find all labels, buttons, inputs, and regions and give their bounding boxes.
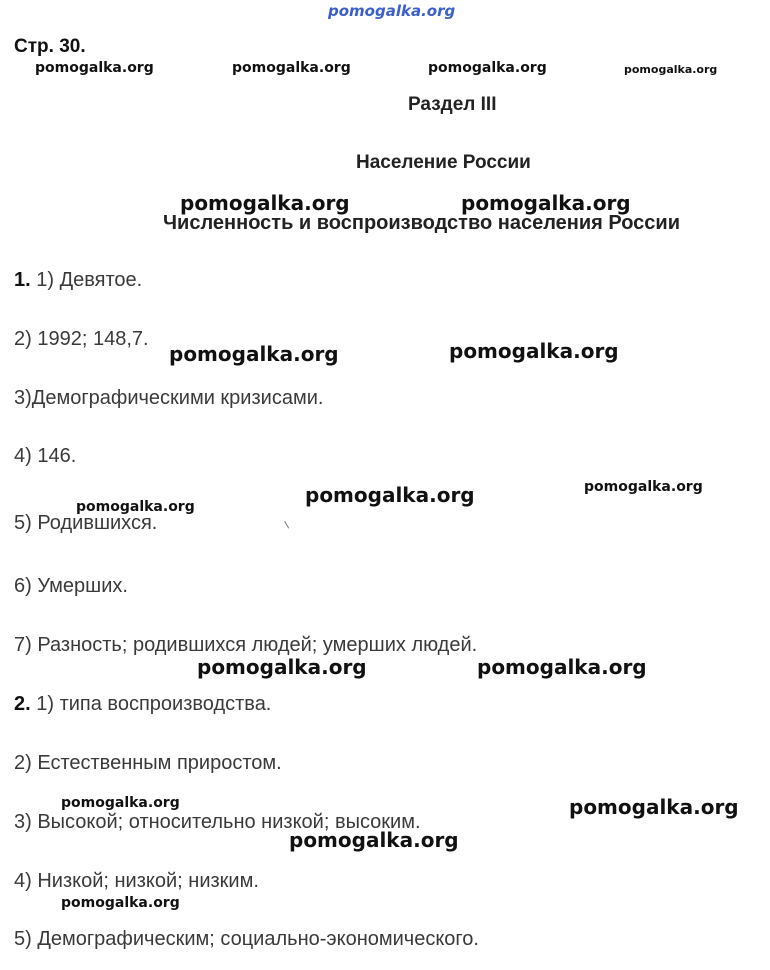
watermark: pomogalka.org (477, 655, 647, 679)
answer-text: 1) типа воспроизводства. (36, 693, 272, 715)
watermark: pomogalka.org (449, 339, 619, 363)
watermark: pomogalka.org (624, 63, 718, 76)
watermark: pomogalka.org (197, 655, 367, 679)
question-1-answer-5: 5) Родившихся. (14, 512, 158, 534)
question-number: 1. (14, 269, 31, 291)
question-1-answer-2: 2) 1992; 148,7. (14, 328, 149, 350)
watermark: pomogalka.org (35, 60, 154, 76)
watermark: pomogalka.org (584, 479, 703, 495)
watermark: pomogalka.org (305, 483, 475, 507)
watermark: pomogalka.org (428, 60, 547, 76)
watermark: pomogalka.org (289, 828, 459, 852)
answer-text: 1) Девятое. (36, 269, 143, 291)
subtopic-heading: Численность и воспроизводство населения России (163, 212, 681, 234)
stray-mark (284, 520, 291, 529)
question-2-answer-5: 5) Демографическим; социально-экономического. (14, 928, 479, 950)
question-number: 2. (14, 693, 31, 715)
watermark: pomogalka.org (76, 499, 195, 515)
question-1-answer-6: 6) Умерших. (14, 575, 128, 597)
watermark: pomogalka.org (169, 342, 339, 366)
topic-heading: Население России (356, 152, 531, 173)
watermark: pomogalka.org (61, 895, 180, 911)
watermark: pomogalka.org (232, 60, 351, 76)
watermark: pomogalka.org (461, 191, 631, 215)
watermark: pomogalka.org (180, 191, 350, 215)
question-1-answer-7: 7) Разность; родившихся людей; умерших людей. (14, 634, 478, 656)
watermark: pomogalka.org (569, 795, 739, 819)
page-number: Стр. 30. (14, 36, 86, 57)
question-2-answer-3: 3) Высокой; относительно низкой; высоким. (14, 811, 421, 833)
question-1-answer-3: 3)Демографическими кризисами. (14, 387, 324, 409)
watermark: pomogalka.org (61, 795, 180, 811)
question-2-answer-1 (14, 693, 271, 716)
question-2-answer-4: 4) Низкой; низкой; низким. (14, 870, 259, 892)
section-heading: Раздел III (408, 94, 497, 115)
question-1-answer-4: 4) 146. (14, 445, 77, 467)
question-2-answer-2: 2) Естественным приростом. (14, 752, 282, 774)
watermark-top: pomogalka.org (328, 2, 456, 20)
question-1-answer-1 (14, 269, 142, 292)
